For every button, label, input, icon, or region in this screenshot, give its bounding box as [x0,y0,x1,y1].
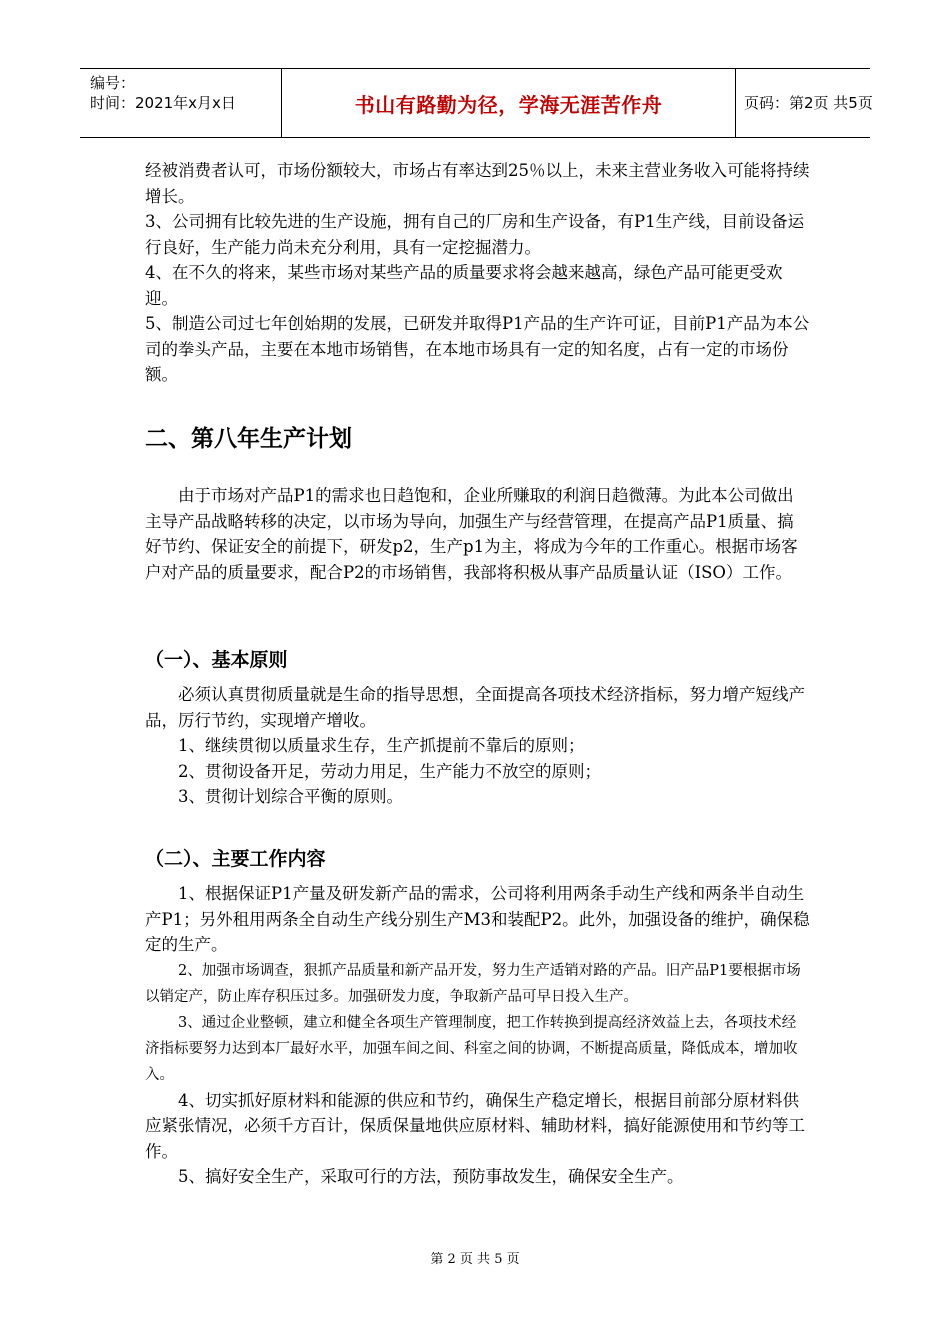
principle-item: 2、贯彻设备开足，劳动力用足，生产能力不放空的原则； [178,761,601,781]
intro-item: 3、公司拥有比较先进的生产设施，拥有自己的厂房和生产设备，有P1生产线，目前设备运行良好，生产能力尚未充分利用，具有一定挖掘潜力。 [145,212,805,257]
section-paragraph: 由于市场对产品P1的需求也日趋饱和，企业所赚取的利润日趋微薄。为此本公司做出主导产品战略转移的决定，以市场为导向，加强生产与经营管理，在提高产品P1质量、搞好节约、保证安全的前提下，研发p2，生产p1为主，将成为今年的工作重心。根据市场客户对产品的质量要求，配合P2的市场销售，我部将积极从事产品质量认证（ISO）工作。 [145,486,798,582]
work-item: 3、通过企业整顿，建立和健全各项生产管理制度，把工作转换到提高经济效益上去，各项技术经济指标要努力达到本厂最好水平，加强车间之间、科室之间的协调，不断提高质量，降低成本，增加收入。 [145,1014,798,1083]
subsection-title-principles: （一）、基本原则 [145,649,288,671]
header-page-label: 页码：第2页 共5页 [744,94,873,112]
page-footer: 第 2 页 共 5 页 [430,1252,520,1267]
header-page-cell [736,69,873,137]
header-meta-cell [80,69,281,137]
section-title: 二、第八年生产计划 [145,426,352,452]
subsection-title-work: （二）、主要工作内容 [145,848,326,870]
intro-paragraph: 经被消费者认可，市场份额较大，市场占有率达到25％以上，未来主营业务收入可能将持续增长。 [145,161,810,206]
header-motto-cell [281,69,736,137]
intro-item: 4、在不久的将来，某些市场对某些产品的质量要求将会越来越高，绿色产品可能更受欢迎。 [145,263,783,308]
work-item: 2、加强市场调查，狠抓产品质量和新产品开发，努力生产适销对路的产品。旧产品P1要根据市场以销定产，防止库存积压过多。加强研发力度，争取新产品可早日投入生产。 [145,962,801,1005]
principle-item: 1、继续贯彻以质量求生存，生产抓提前不靠后的原则； [178,736,585,755]
principle-item: 3、贯彻计划综合平衡的原则。 [178,787,403,806]
work-block [145,881,810,1190]
principles-block [145,682,810,810]
number-label: 编号： [90,74,136,92]
intro-item: 5、制造公司过七年创始期的发展，已研发并取得P1产品的生产许可证，目前P1产品为本公司的拳头产品，主要在本地市场销售，在本地市场具有一定的知名度，占有一定的市场份额。 [145,314,810,384]
work-item: 5、搞好安全生产，采取可行的方法，预防事故发生，确保安全生产。 [178,1167,684,1186]
intro-section [145,158,810,388]
time-label: 时间：2021年x月x日 [90,94,236,112]
section-paragraph-block [145,483,810,585]
principles-paragraph: 必须认真贯彻质量就是生命的指导思想，全面提高各项技术经济指标，努力增产短线产品，厉行节约，实现增产增收。 [145,685,805,730]
work-item: 1、根据保证P1产量及研发新产品的需求，公司将利用两条手动生产线和两条半自动生产P1；另外租用两条全自动生产线分别生产M3和装配P2。此外，加强设备的维护，确保稳定的生产。 [145,884,810,954]
motto: 书山有路勤为径，学海无涯苦作舟 [354,93,663,117]
work-item: 4、切实抓好原材料和能源的供应和节约，确保生产稳定增长，根据目前部分原材料供应紧张情况，必须千方百计，保质保量地供应原材料、辅助材料，搞好能源使用和节约等工作。 [145,1090,805,1161]
page-header [80,68,873,138]
